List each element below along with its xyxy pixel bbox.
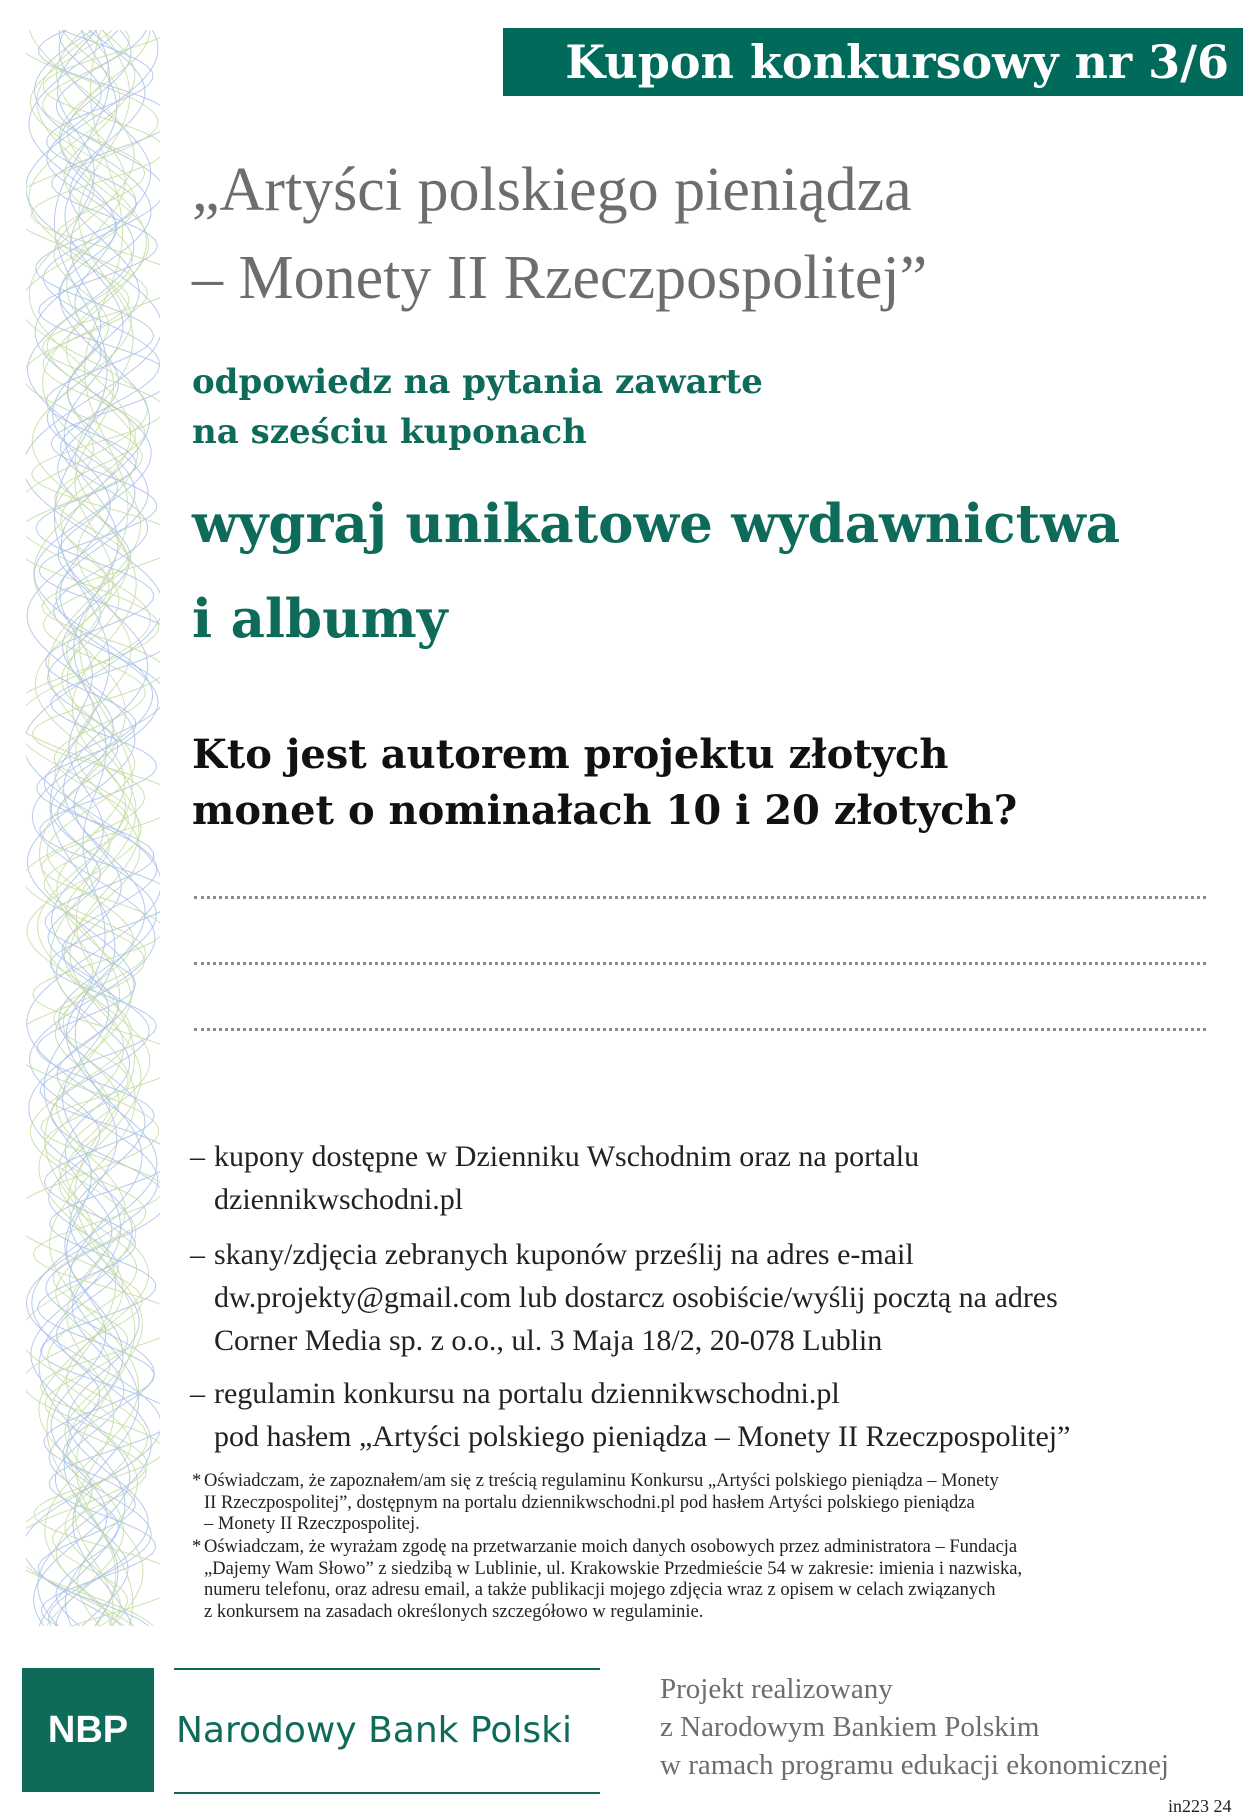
info-text: skany/zdjęcia zebranych kuponów prześlij na adres e-mail bbox=[214, 1238, 914, 1271]
logo-rule-top bbox=[174, 1668, 600, 1670]
fine-print-text: z konkursem na zasadach określonych szczegółowo w regulaminie. bbox=[204, 1601, 704, 1622]
info-text: dw.projekty@gmail.com lub dostarcz osobiście/wyślij pocztą na adres bbox=[214, 1281, 1058, 1314]
fine-print-text: Oświadczam, że zapoznałem/am się z treścią regulaminu Konkursu „Artyści polskiego pieniądza – Monety bbox=[204, 1471, 999, 1491]
fine-print-text: Oświadczam, że wyrażam zgodę na przetwarzanie moich danych osobowych przez administratora – Fundacja bbox=[204, 1537, 1018, 1557]
answer-line-3[interactable] bbox=[194, 1028, 1206, 1031]
question-line-1: Kto jest autorem projektu złotych bbox=[192, 731, 949, 778]
info-text: kupony dostępne w Dzienniku Wschodnim oraz na portalu bbox=[214, 1140, 920, 1173]
info-text: pod hasłem „Artyści polskiego pieniądza – Monety II Rzeczpospolitej” bbox=[214, 1420, 1071, 1453]
info-item-coupons bbox=[190, 1135, 1230, 1221]
declaration-data-consent bbox=[192, 1537, 1222, 1623]
project-note-line: w ramach programu edukacji ekonomicznej bbox=[660, 1749, 1169, 1781]
bullet-dash: – bbox=[190, 1140, 205, 1173]
fine-print-text: II Rzeczpospolitej”, dostępnym na portalu dziennikwschodni.pl pod hasłem Artyści polskiego pieniądza bbox=[204, 1492, 975, 1513]
prize-line-1: wygraj unikatowe wydawnictwa bbox=[192, 493, 1121, 555]
title-line-1: „Artyści polskiego pieniądza bbox=[192, 156, 912, 224]
guilloche-ornament bbox=[26, 30, 160, 1630]
project-note-line: Projekt realizowany bbox=[660, 1673, 893, 1705]
nbp-logo: NBP bbox=[22, 1668, 154, 1792]
subheading-line-1: odpowiedz na pytania zawarte bbox=[192, 362, 763, 402]
project-note bbox=[660, 1670, 1169, 1784]
info-item-submission bbox=[190, 1233, 1230, 1362]
subheading-line-2: na sześciu kuponach bbox=[192, 412, 587, 452]
prize-line-2: i albumy bbox=[192, 588, 448, 650]
info-text: Corner Media sp. z o.o., ul. 3 Maja 18/2, 20-078 Lublin bbox=[214, 1324, 883, 1357]
asterisk: * bbox=[192, 1537, 202, 1557]
question-line-2: monet o nominałach 10 i 20 złotych? bbox=[192, 787, 1018, 834]
fine-print-text: – Monety II Rzeczpospolitej. bbox=[204, 1514, 420, 1534]
print-code: in223 24 bbox=[1168, 1796, 1232, 1816]
title-line-2: – Monety II Rzeczpospolitej” bbox=[192, 244, 928, 312]
nbp-bank-name: Narodowy Bank Polski bbox=[176, 1710, 573, 1751]
declaration-rules bbox=[192, 1471, 1222, 1536]
bullet-dash: – bbox=[190, 1238, 205, 1271]
info-text: dziennikwschodni.pl bbox=[214, 1183, 464, 1216]
project-note-line: z Narodowym Bankiem Polskim bbox=[660, 1711, 1040, 1743]
info-text: regulamin konkursu na portalu dziennikwschodni.pl bbox=[214, 1377, 840, 1410]
info-item-rules bbox=[190, 1372, 1230, 1458]
coupon-badge: Kupon konkursowy nr 3/6 bbox=[503, 28, 1243, 96]
answer-line-1[interactable] bbox=[194, 896, 1206, 899]
fine-print-text: numeru telefonu, oraz adresu email, a także publikacji mojego zdjęcia wraz z opisem w celach związanych bbox=[204, 1580, 996, 1600]
bullet-dash: – bbox=[190, 1377, 205, 1410]
asterisk: * bbox=[192, 1471, 202, 1491]
answer-line-2[interactable] bbox=[194, 962, 1206, 965]
logo-rule-bottom bbox=[174, 1792, 600, 1794]
fine-print-text: „Dajemy Wam Słowo” z siedzibą w Lublinie, ul. Krakowskie Przedmieście 54 w zakresie: imienia i nazwiska, bbox=[204, 1558, 1023, 1579]
